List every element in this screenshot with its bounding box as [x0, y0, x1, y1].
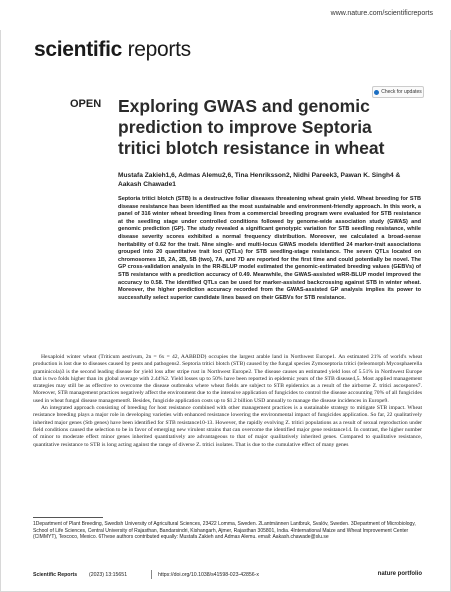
footnote-divider: [33, 517, 103, 518]
body-paragraph-1: Hexaploid winter wheat (Triticum aestivum, 2n = 6x = 42, AABBDD) occupies the largest arable land in Northwest Europe1. An estimated 21% of world's wheat production is lost due to diseases caused by pests and pathogens2. Septoria tritici blotch (STB) caused by the fungal species Zymoseptoria tritici (teleomorph Mycosphaerella graminicola)3 is the second leading disease for yield loss after stripe rust in Northwest Europe2. The disease causes an estimated yield loss of 5.51% in Northwest Europe that is two folds higher than its global average with 2.44%2. Yield losses up to 50% have been reported in epidemic years of the STB disease4,5. Most applied management strategies may still be as effective to overcome the disease outbreaks where wheat fields are subject to STB epidemics as a result of the airborne Z. tritici ascospores7. Moreover, STB management practices negatively affect the environment due to the intensive application of fungicides to control the disease accounting 70% of all fungicides used in wheat fungal disease management8. Besides, fungicide application costs up to $1.2 billion USD annually to manage the disease incidences in Europe9.: [33, 354, 422, 404]
author-list[interactable]: Mustafa Zakieh1,6, Admas Alemu2,6, Tina Henriksson2, Nidhi Pareek3, Pawan K. Singh4 & Aakash Chawade1: [118, 172, 401, 188]
affiliations: 1Department of Plant Breeding, Swedish University of Agricultural Sciences, 23422 Lomma, Sweden. 2Lantmännen Lantbruk, Svalöv, Sweden. 3Department of Microbiology, School of Life Sciences, Central University of Rajasthan, Bandarsindri, Kishangarh, Ajmer, Rajasthan 305801, India. 4International Maize and Wheat Improvement Center (CIMMYT), Texcoco, Mexico. 6These authors contributed equally: Mustafa Zakieh and Admas Alemu. email: Aakash.chawade@slu.se: [33, 521, 416, 541]
article-body: [33, 354, 422, 449]
footer-journal: Scientific Reports: [33, 572, 78, 578]
footer-doi-link[interactable]: https://doi.org/10.1038/s41598-023-42856-x: [158, 572, 259, 578]
page-header: [0, 0, 451, 30]
journal-logo-bold: scientific: [34, 38, 123, 61]
journal-logo: [34, 38, 191, 62]
open-access-label: OPEN: [70, 98, 102, 110]
body-paragraph-2: An integrated approach consisting of breeding for host resistance combined with other management practices is a sustainable strategy to mitigate STB impact. Wheat resistance breeding plays a major role in developing varieties with enhanced resistance lowering the environmental impact of fungicides application. So far, 22 qualitatively inherited major genes (Stb genes) have been identified for STB resistance10-13. However, the rapidly evolving Z. tritici populations as a result of sexual reproduction under field conditions caused the selection to be in favor of emerging new virulent strains that can overcome the identified major gene resistance14. In contrast, the higher number of minor to moderate effect minor genes inherited quantitatively are advantageous to that of major qualitatively inherited genes. Compared to qualitative resistance, quantitative resistance to STB is long acting against the range of diverse Z. tritici isolates. That is due to the cumulative effect of many genes: [33, 405, 422, 448]
footer-citation: (2023) 13:15651: [89, 572, 128, 578]
check-updates-label: Check for updates: [381, 89, 422, 95]
article-title: Exploring GWAS and genomic prediction to improve Septoria tritici blotch resistance in wheat: [118, 96, 385, 158]
journal-logo-rest: reports: [122, 38, 191, 61]
journal-url[interactable]: www.nature.com/scientificreports: [330, 10, 433, 17]
footer-separator: [151, 570, 152, 579]
updates-icon: [374, 90, 379, 95]
publisher-logo: nature portfolio: [377, 571, 422, 577]
abstract: Septoria tritici blotch (STB) is a destructive foliar diseases threatening wheat grain yield. Wheat breeding for STB disease resistance has been identified as the most sustainable and environment-friendly approach. In this work, a panel of 316 winter wheat breeding lines from a commercial breeding program were evaluated for STB resistance at the seedling stage under controlled conditions followed by genome-wide association study (GWAS) and genomic prediction (GP). The study revealed a significant genotypic variation for STB seedling resistance, while disease severity scores exhibited a normal frequency distribution. Moreover, we calculated a broad-sense heritability of 0.62 for the trait. Nine single- and multi-locus GWAS models identified 24 marker-trait associations grouped into 20 quantitative trait loci (QTLs) for STB seedling-stage resistance. The seven QTLs located on chromosomes 1B, 2A, 2B, 5B (two), 7A, and 7D are reported for the first time and could potentially be novel. The GP cross-validation analysis in the RR-BLUP model estimated the genomic-estimated breeding values (GEBVs) of STB resistance with a prediction accuracy of 0.49. Meanwhile, the GWAS-assisted wRR-BLUP model improved the accuracy to 0.58. The identified QTLs can be used for marker-assisted backcrossing against STB in winter wheat. Moreover, the higher prediction accuracy recorded from the GWAS-assisted GP analysis implies its power to successfully select superior candidate lines based on their GEBVs for STB resistance.: [118, 196, 421, 301]
